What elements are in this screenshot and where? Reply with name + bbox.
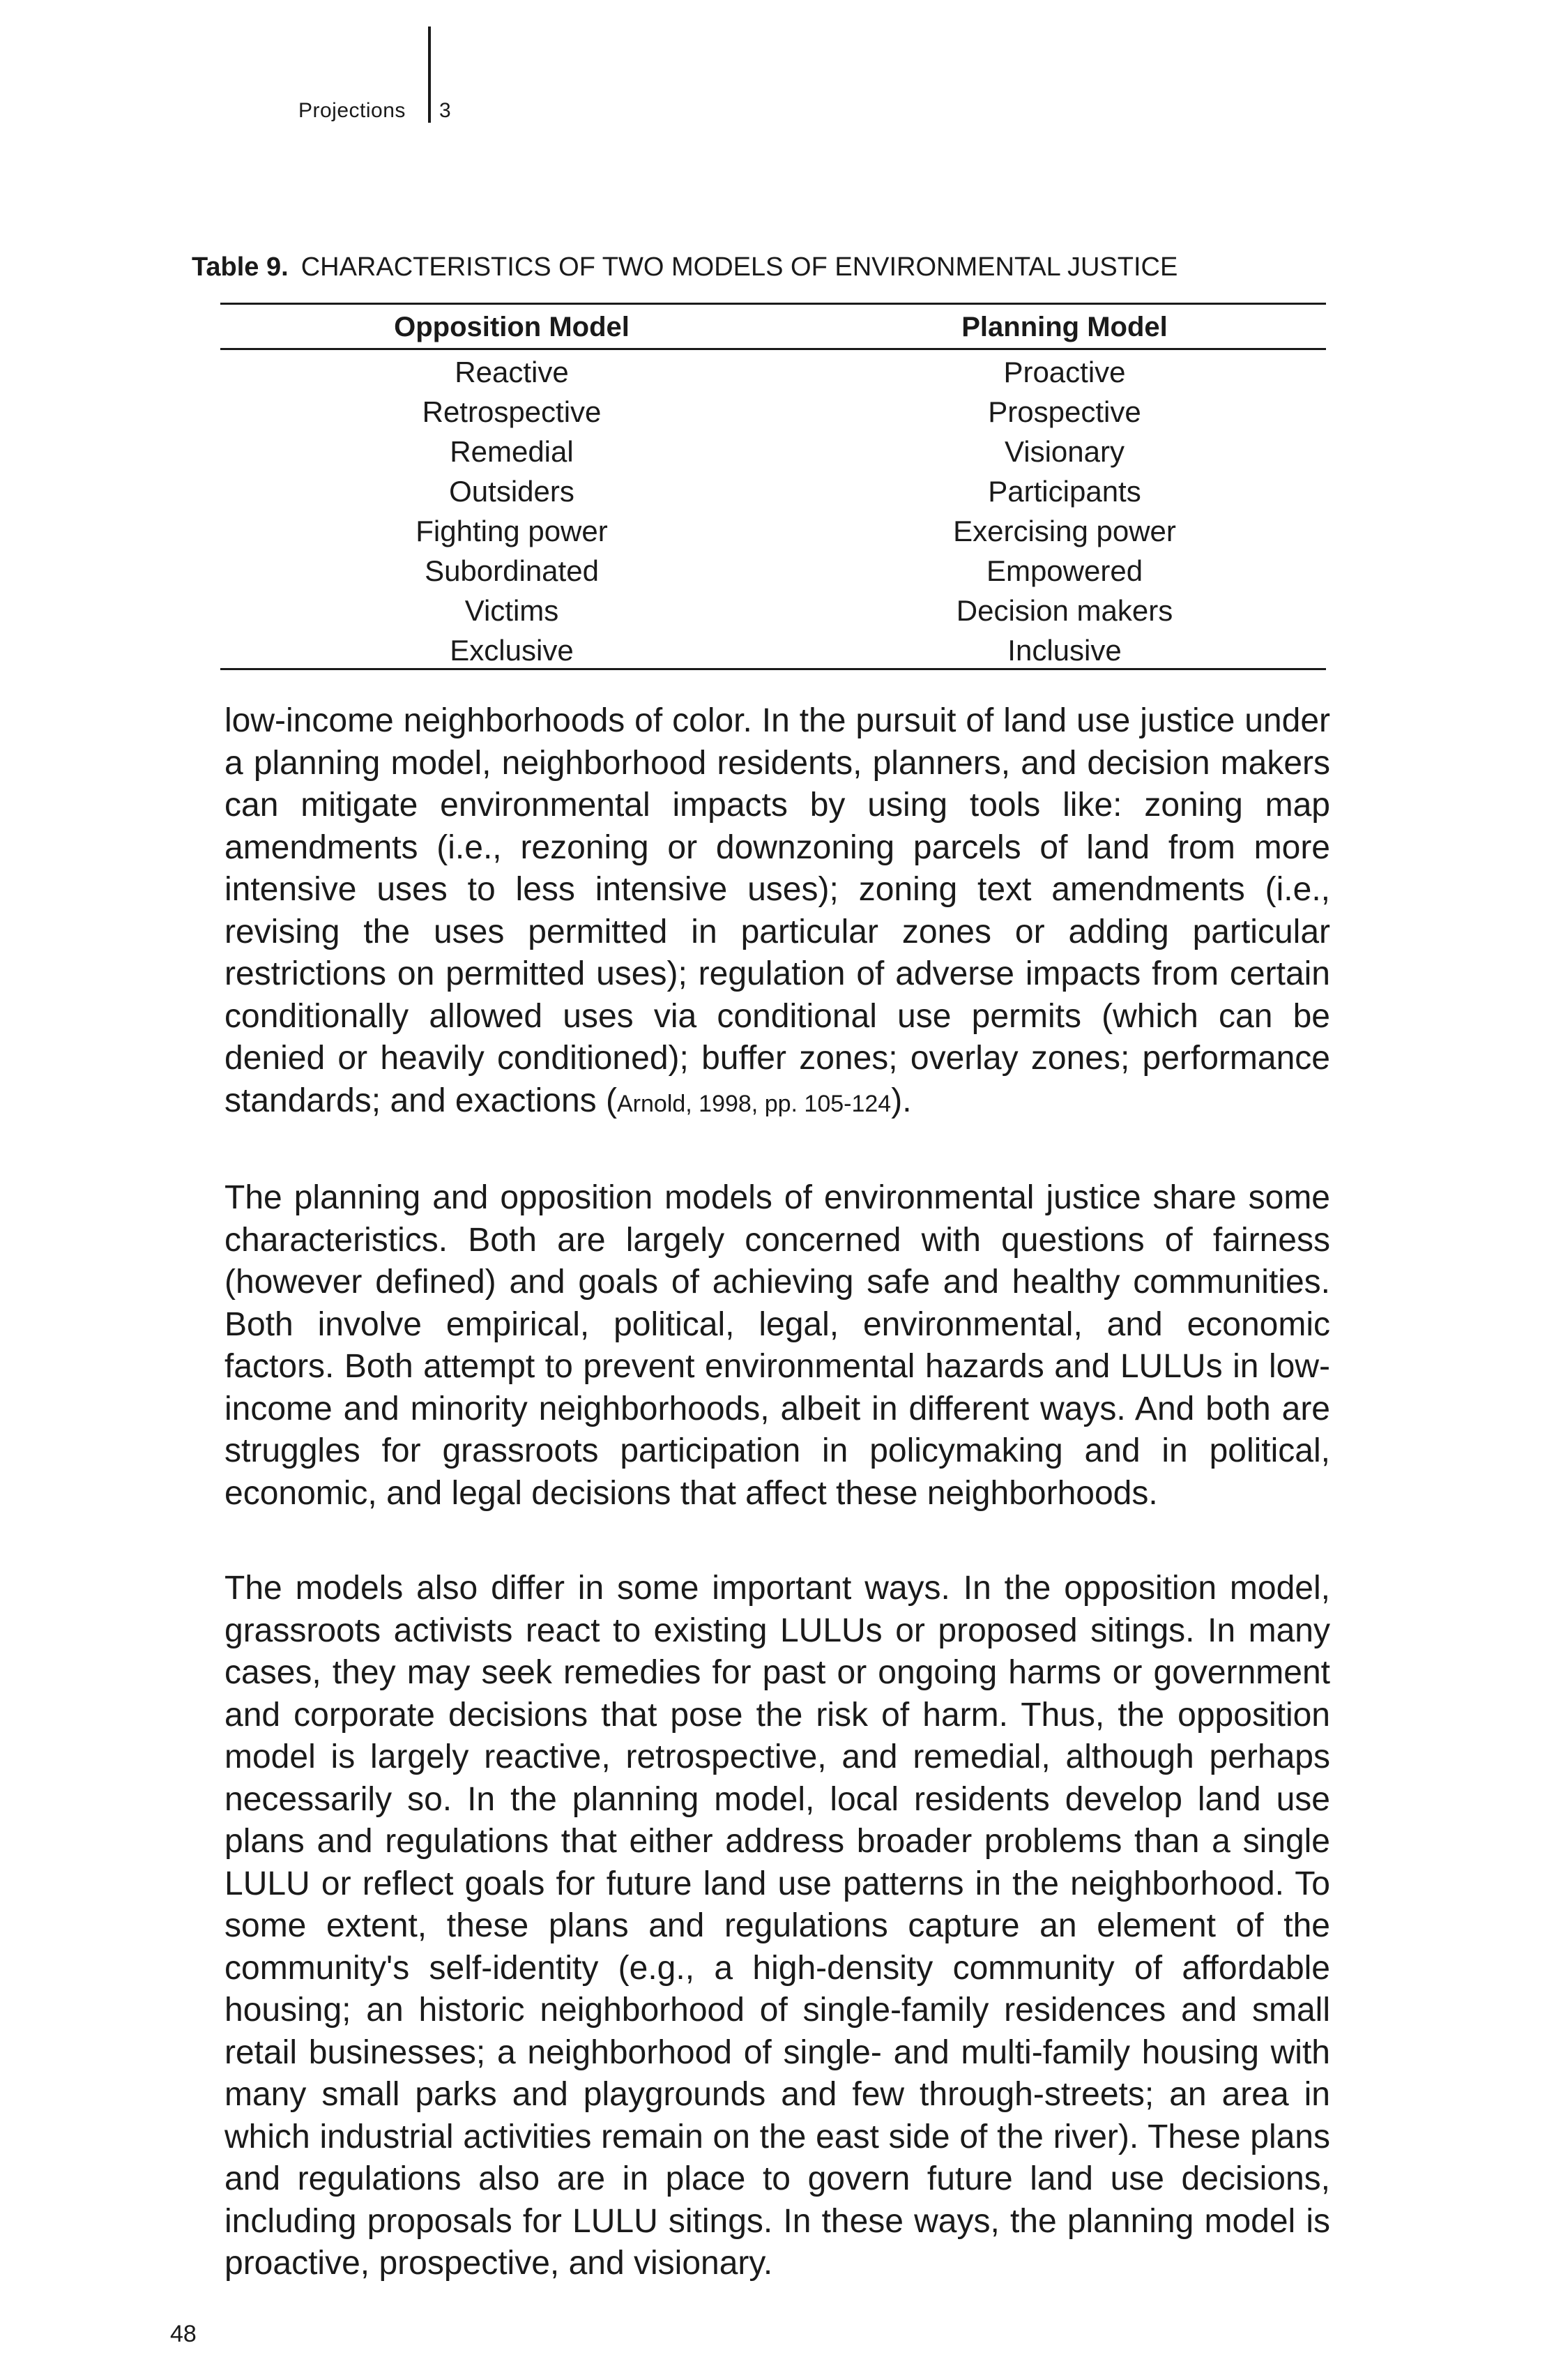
column-header-planning: Planning Model <box>961 312 1168 342</box>
table-cell: Empowered <box>986 554 1143 587</box>
paragraph-shared-characteristics: The planning and opposition models of environmental justice share some characteristics. Both are largely concerned with questions of fairness (however defined) and goals of achieving safe and healthy communities. Both involve empirical, political, legal, environmental, and economic factors. Both attempt to prevent environmental hazards and LULUs in low-income and minority neighborhoods, albeit in different ways. And both are struggles for grassroots participation in policymaking and in political, economic, and legal decisions that affect these neighborhoods. <box>224 1179 1330 1512</box>
page-number: 48 <box>170 2321 197 2347</box>
issue-number: 3 <box>439 99 451 122</box>
table-row <box>220 350 1326 390</box>
column-header-opposition: Opposition Model <box>394 312 630 342</box>
table-cell: Participants <box>988 475 1141 508</box>
table-cell: Subordinated <box>425 554 599 587</box>
table-header-row <box>220 305 1326 348</box>
running-title: Projections <box>298 99 406 122</box>
table-cell: Reactive <box>455 356 569 388</box>
table-cell: Visionary <box>1005 435 1125 468</box>
table-row <box>220 430 1326 469</box>
table-row <box>220 390 1326 430</box>
table-row <box>220 469 1326 509</box>
header-divider <box>428 26 431 123</box>
table-row <box>220 549 1326 589</box>
table-cell: Outsiders <box>449 475 574 508</box>
running-head <box>0 0 1547 139</box>
paragraph-text: low-income neighborhoods of color. In the pursuit of land use justice under a planning model, neighborhood residents, planners, and decision makers can mitigate environmental impacts by using tools like: zoning map amendments (i.e., rezoning or downzoning parcels of land from more intensive uses to less intensive uses); zoning text amendments (i.e., revising the uses permitted in particular zones or adding particular restrictions on permitted uses); regulation of adverse impacts from certain conditionally allowed uses via conditional use permits (which can be denied or heavily conditioned); buffer zones; overlay zones; performance standards; and exactions ( <box>224 702 1330 1119</box>
table-cell: Decision makers <box>956 594 1173 627</box>
table-cell: Proactive <box>1003 356 1126 388</box>
table-cell: Remedial <box>450 435 574 468</box>
citation: Arnold, 1998, pp. 105-124 <box>617 1090 892 1117</box>
paragraph-continuation <box>224 700 1330 1125</box>
table-bottom-rule <box>220 668 1326 670</box>
table-label: Table 9. <box>192 252 289 282</box>
table-row <box>220 628 1326 668</box>
table-cell: Victims <box>464 594 559 627</box>
table-cell: Retrospective <box>422 395 602 428</box>
table-cell: Fighting power <box>416 515 608 547</box>
table-caption <box>192 252 1178 282</box>
table-row <box>220 509 1326 549</box>
table-row <box>220 589 1326 628</box>
table-cell: Prospective <box>988 395 1141 428</box>
table-title: CHARACTERISTICS OF TWO MODELS OF ENVIRONMENTAL JUSTICE <box>300 252 1178 282</box>
comparison-table <box>220 303 1326 670</box>
table-cell: Inclusive <box>1007 634 1122 667</box>
table-cell: Exclusive <box>450 634 574 667</box>
paragraph-model-differences: The models also differ in some important ways. In the opposition model, grassroots activists react to existing LULUs or proposed sitings. In many cases, they may seek remedies for past or ongoing harms or government and corporate decisions that pose the risk of harm. Thus, the opposition model is largely reactive, retrospective, and remedial, although perhaps necessarily so. In the planning model, local residents develop land use plans and regulations that either address broader problems than a single LULU or reflect goals for future land use patterns in the neighborhood. To some extent, these plans and regulations capture an element of the community's self-identity (e.g., a high-density community of affordable housing; an historic neighborhood of single-family residences and small retail businesses; a neighborhood of single- and multi-family housing with many small parks and playgrounds and few through-streets; an area in which industrial activities remain on the east side of the river). These plans and regulations also are in place to govern future land use decisions, including proposals for LULU sitings. In these ways, the planning model is proactive, prospective, and visionary. <box>224 1570 1330 2282</box>
table-cell: Exercising power <box>953 515 1176 547</box>
paragraph-end: ). <box>891 1082 912 1119</box>
